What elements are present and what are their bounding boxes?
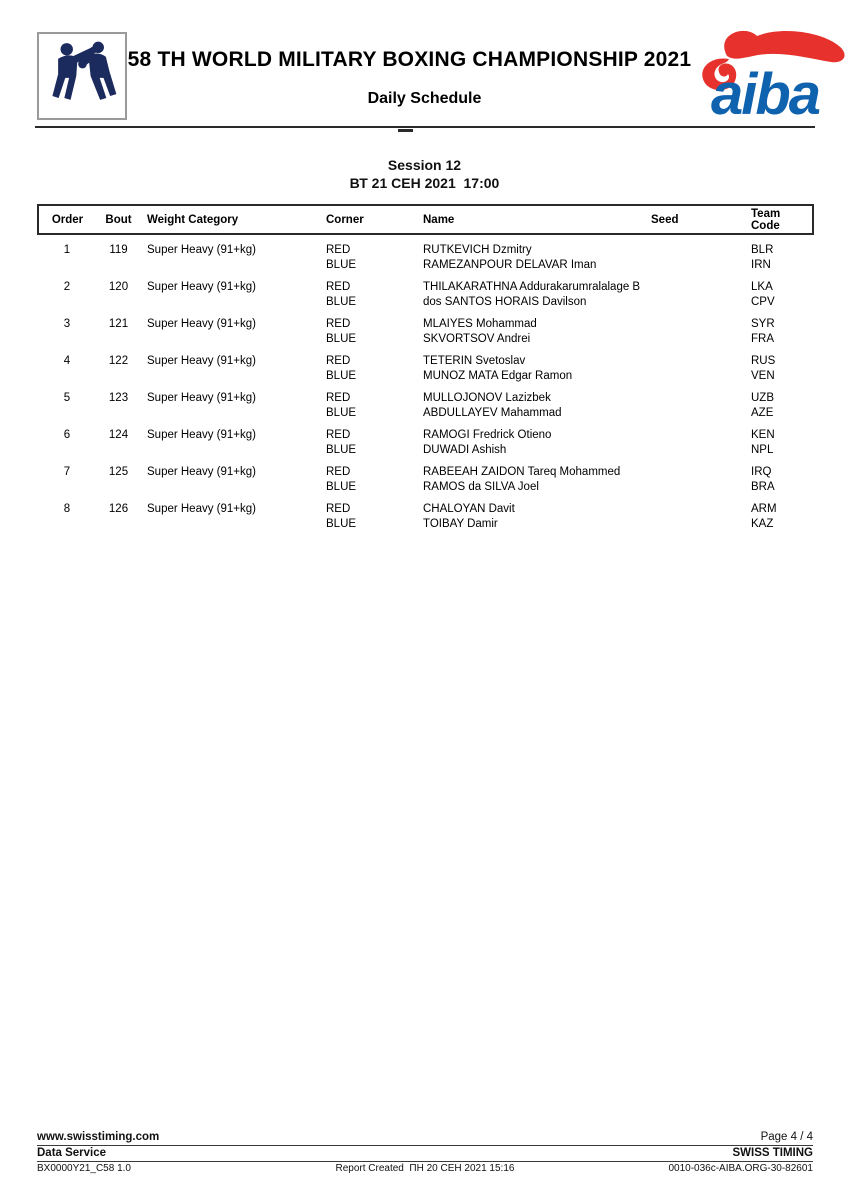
weight-cell-empty	[141, 258, 321, 273]
bout-row-blue	[38, 332, 813, 347]
blue-corner-label: BLUE	[326, 518, 357, 530]
weight-category-cell: Super Heavy (91+kg)	[147, 466, 256, 478]
blue-team-code: BRA	[751, 481, 775, 493]
weight-category-cell: Super Heavy (91+kg)	[147, 355, 256, 367]
red-corner-label: RED	[326, 392, 351, 404]
footer-website: www.swisstiming.com	[37, 1131, 160, 1143]
blue-boxer-name: TOIBAY Damir	[423, 518, 498, 530]
header-divider-dash	[398, 129, 413, 132]
red-corner-label: RED	[326, 281, 351, 293]
order-cell: 4	[63, 355, 71, 367]
column-header-seed: Seed	[651, 205, 731, 234]
bout-row-red	[38, 310, 813, 332]
red-seed-cell	[651, 458, 731, 480]
order-cell-empty	[38, 406, 96, 421]
blue-team-code: KAZ	[751, 518, 774, 530]
footer-report-code: 0010-036c-AIBA.ORG-30-82601	[668, 1163, 813, 1174]
bout-row-red	[38, 347, 813, 369]
bout-group	[38, 458, 813, 495]
weight-category-cell: Super Heavy (91+kg)	[147, 429, 256, 441]
blue-seed-cell	[651, 332, 731, 347]
session-title: Session 12	[387, 157, 462, 173]
bout-number-cell: 123	[108, 392, 129, 404]
blue-boxer-name: RAMEZANPOUR DELAVAR Iman	[423, 259, 597, 271]
footer-divider-2	[37, 1161, 813, 1162]
weight-category-cell: Super Heavy (91+kg)	[147, 281, 256, 293]
blue-boxer-name: RAMOS da SILVA Joel	[423, 481, 539, 493]
red-seed-cell	[651, 310, 731, 332]
red-boxer-name: RABEEAH ZAIDON Tareq Mohammed	[423, 466, 621, 478]
order-cell-empty	[38, 443, 96, 458]
footer-page-number: Page 4 / 4	[760, 1131, 813, 1143]
weight-cell-empty	[141, 480, 321, 495]
red-team-code: IRQ	[751, 466, 772, 478]
red-seed-cell	[651, 347, 731, 369]
bout-number-cell: 124	[108, 429, 129, 441]
red-boxer-name: THILAKARATHNA Addurakarumralalage B	[423, 281, 641, 293]
red-corner-label: RED	[326, 503, 351, 515]
red-corner-label: RED	[326, 429, 351, 441]
column-header-weight-category: Weight Category	[141, 205, 321, 234]
bout-row-red	[38, 384, 813, 406]
bout-row-blue	[38, 406, 813, 421]
footer-report-created: Report Created ПН 20 СЕН 2021 15:16	[335, 1163, 515, 1174]
blue-seed-cell	[651, 480, 731, 495]
footer	[37, 1131, 813, 1175]
bout-number-cell: 120	[108, 281, 129, 293]
bout-number-cell: 121	[108, 318, 129, 330]
order-cell-empty	[38, 480, 96, 495]
bout-group	[38, 273, 813, 310]
red-team-code: KEN	[751, 429, 775, 441]
blue-seed-cell	[651, 295, 731, 310]
bout-cell-empty	[96, 480, 141, 495]
blue-team-code: IRN	[751, 259, 771, 271]
bout-row-red	[38, 458, 813, 480]
weight-category-cell: Super Heavy (91+kg)	[147, 392, 256, 404]
bout-row-blue	[38, 295, 813, 310]
blue-team-code: CPV	[751, 296, 775, 308]
blue-corner-label: BLUE	[326, 370, 357, 382]
weight-cell-empty	[141, 295, 321, 310]
blue-corner-label: BLUE	[326, 444, 357, 456]
column-header-bout: Bout	[96, 205, 141, 234]
red-team-code: SYR	[751, 318, 775, 330]
bout-row-blue	[38, 517, 813, 532]
bout-number-cell: 119	[109, 244, 128, 256]
blue-corner-label: BLUE	[326, 407, 357, 419]
red-corner-label: RED	[326, 466, 351, 478]
blue-seed-cell	[651, 258, 731, 273]
order-cell-empty	[38, 332, 96, 347]
bout-number-cell: 126	[108, 503, 129, 515]
weight-cell-empty	[141, 443, 321, 458]
bout-number-cell: 125	[108, 466, 129, 478]
session-datetime: ВТ 21 СЕН 2021 17:00	[349, 175, 500, 191]
blue-seed-cell	[651, 406, 731, 421]
bout-group	[38, 234, 813, 273]
red-corner-label: RED	[326, 244, 351, 256]
order-cell: 3	[63, 318, 71, 330]
bout-cell-empty	[96, 406, 141, 421]
red-seed-cell	[651, 384, 731, 406]
page-title: 58 TH WORLD MILITARY BOXING CHAMPIONSHIP 2021	[127, 48, 692, 71]
red-boxer-name: TETERIN Svetoslav	[423, 355, 526, 367]
bout-row-red	[38, 421, 813, 443]
red-boxer-name: RAMOGI Fredrick Otieno	[423, 429, 552, 441]
footer-data-service: Data Service	[37, 1147, 107, 1159]
order-cell-empty	[38, 517, 96, 532]
weight-cell-empty	[141, 517, 321, 532]
red-team-code: LKA	[751, 281, 773, 293]
column-header-order: Order	[38, 205, 96, 234]
blue-team-code: AZE	[751, 407, 774, 419]
order-cell-empty	[38, 295, 96, 310]
bout-row-blue	[38, 258, 813, 273]
order-cell-empty	[38, 258, 96, 273]
bout-group	[38, 495, 813, 532]
bout-number-cell: 122	[108, 355, 129, 367]
red-corner-label: RED	[326, 355, 351, 367]
blue-corner-label: BLUE	[326, 481, 357, 493]
weight-category-cell: Super Heavy (91+kg)	[147, 244, 256, 256]
blue-seed-cell	[651, 443, 731, 458]
team-code-header-line1: Team	[751, 207, 781, 220]
bout-group	[38, 347, 813, 384]
footer-divider-1	[37, 1145, 813, 1146]
weight-cell-empty	[141, 369, 321, 384]
weight-cell-empty	[141, 406, 321, 421]
bout-cell-empty	[96, 443, 141, 458]
order-cell-empty	[38, 369, 96, 384]
bout-row-red	[38, 273, 813, 295]
red-team-code: RUS	[751, 355, 776, 367]
weight-category-cell: Super Heavy (91+kg)	[147, 503, 256, 515]
bout-row-blue	[38, 369, 813, 384]
column-header-team-code	[731, 205, 813, 234]
schedule-table-header	[38, 205, 813, 234]
blue-corner-label: BLUE	[326, 259, 357, 271]
order-cell: 5	[63, 392, 71, 404]
red-corner-label: RED	[326, 318, 351, 330]
blue-seed-cell	[651, 517, 731, 532]
bout-row-red	[38, 495, 813, 517]
weight-category-cell: Super Heavy (91+kg)	[147, 318, 256, 330]
bout-cell-empty	[96, 295, 141, 310]
blue-boxer-name: MUNOZ MATA Edgar Ramon	[423, 370, 573, 382]
header-divider	[35, 126, 815, 128]
session-heading	[0, 156, 849, 192]
aiba-logo-text: aiba	[711, 62, 820, 126]
bout-row-red	[38, 234, 813, 258]
bout-cell-empty	[96, 517, 141, 532]
red-team-code: ARM	[751, 503, 777, 515]
weight-cell-empty	[141, 332, 321, 347]
red-seed-cell	[651, 273, 731, 295]
column-header-name: Name	[418, 205, 651, 234]
blue-boxer-name: dos SANTOS HORAIS Davilson	[423, 296, 587, 308]
red-boxer-name: MLAIYES Mohammad	[423, 318, 537, 330]
red-seed-cell	[651, 495, 731, 517]
order-cell: 7	[63, 466, 71, 478]
blue-boxer-name: ABDULLAYEV Mahammad	[423, 407, 562, 419]
order-cell: 2	[63, 281, 71, 293]
red-boxer-name: MULLOJONOV Lazizbek	[423, 392, 551, 404]
blue-corner-label: BLUE	[326, 296, 357, 308]
team-code-header-line2: Code	[751, 219, 780, 232]
order-cell: 6	[63, 429, 71, 441]
bout-group	[38, 310, 813, 347]
bout-row-blue	[38, 480, 813, 495]
page-subtitle: Daily Schedule	[367, 90, 482, 107]
red-seed-cell	[651, 421, 731, 443]
red-boxer-name: RUTKEVICH Dzmitry	[423, 244, 532, 256]
blue-team-code: FRA	[751, 333, 774, 345]
bout-cell-empty	[96, 258, 141, 273]
bout-cell-empty	[96, 332, 141, 347]
order-cell: 8	[63, 503, 71, 515]
red-team-code: UZB	[751, 392, 774, 404]
red-boxer-name: CHALOYAN Davit	[423, 503, 515, 515]
order-cell: 1	[63, 244, 71, 256]
column-header-corner: Corner	[321, 205, 418, 234]
schedule-table	[37, 204, 814, 532]
blue-corner-label: BLUE	[326, 333, 357, 345]
bout-row-blue	[38, 443, 813, 458]
bout-cell-empty	[96, 369, 141, 384]
red-team-code: BLR	[751, 244, 774, 256]
blue-team-code: VEN	[751, 370, 775, 382]
blue-boxer-name: DUWADI Ashish	[423, 444, 507, 456]
blue-seed-cell	[651, 369, 731, 384]
blue-team-code: NPL	[751, 444, 774, 456]
bout-group	[38, 421, 813, 458]
red-seed-cell	[651, 234, 731, 258]
bout-group	[38, 384, 813, 421]
aiba-logo	[687, 26, 849, 126]
footer-doc-code: BX0000Y21_C58 1.0	[37, 1163, 131, 1174]
footer-brand: SWISS TIMING	[732, 1147, 813, 1159]
blue-boxer-name: SKVORTSOV Andrei	[423, 333, 531, 345]
